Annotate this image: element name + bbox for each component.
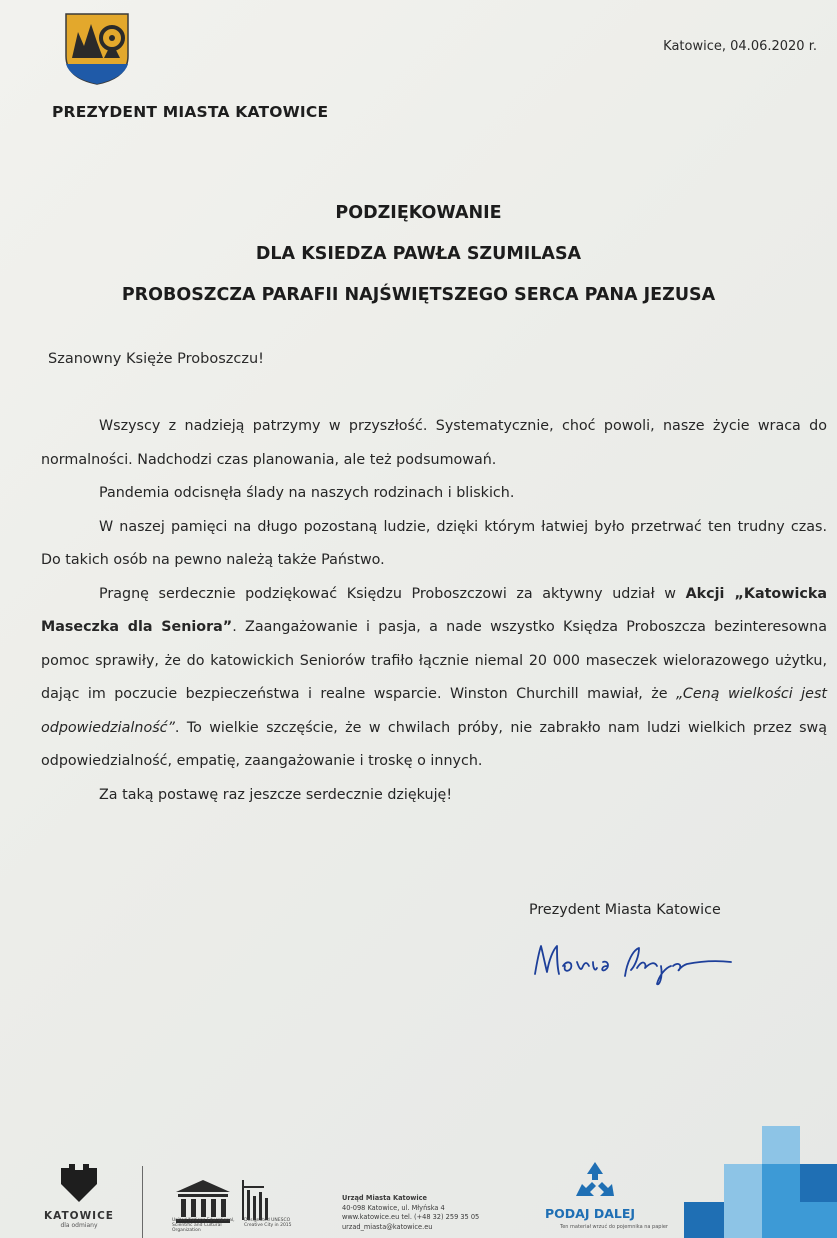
city-heart-icon [57, 1162, 101, 1204]
paragraph-4-end: . To wielkie szczęście, że w chwilach próby, nie zabrakło nam ludzi wielkich przez swą odpowiedzialność, empatię, zaangażowanie i troskę o innych. [41, 719, 827, 769]
paragraph-4 [41, 578, 827, 779]
office-contact: www.katowice.eu tel. (+48 32) 259 35 05 [342, 1213, 480, 1221]
office-email: urzad_miasta@katowice.eu [342, 1222, 433, 1231]
paragraph-1: Wszyscy z nadzieją patrzymy w przyszłość. Systematycznie, choć powoli, nasze życie wraca do normalności. Nadchodzi czas planowania, ale też podsumowań. [41, 418, 827, 468]
title-line-3: PROBOSZCZA PARAFII NAJŚWIĘTSZEGO SERCA PANA JEZUSA [121, 285, 716, 305]
paragraph-5: Za taką postawę raz jeszcze serdecznie dziękuję! [99, 786, 453, 803]
paragraph-4-middle: . Zaangażowanie i pasja, a nade wszystko Księdza Proboszcza bezinteresowna pomoc sprawiły, że do katowickich Seniorów trafiło łącznie niemal 20 000 maseczek wielorazowego użytku, dając im poczucie bezpieczeństwa i realne wsparcie. Winston Churchill mawiał, że [41, 619, 827, 702]
city-crest-icon [64, 12, 130, 86]
recycle-icon [572, 1160, 618, 1204]
title-line-1: PODZIĘKOWANIE [335, 203, 502, 223]
city-logo-label: KATOWICE [44, 1210, 114, 1222]
paragraph-3: W naszej pamięci na długo pozostaną ludzie, dzięki którym łatwiej było przetrwać ten trudny czas. Do takich osób na pewno należą także Państwo. [41, 518, 827, 568]
decorative-squares-icon [684, 1124, 837, 1238]
paragraph-2: Pandemia odcisnęła ślady na naszych rodzinach i bliskich. [99, 485, 515, 501]
handwritten-signature-icon [527, 932, 737, 992]
title-line-2: DLA KSIEDZA PAWŁA SZUMILASA [255, 244, 582, 264]
office-name: Urząd Miasta Katowice [342, 1194, 427, 1202]
letter-date: Katowice, 04.06.2020 r. [663, 39, 817, 54]
unesco-caption: United Nations Educational, Scientific and Cultural Organization [172, 1218, 235, 1233]
salutation: Szanowny Księże Proboszczu! [48, 351, 264, 367]
music-city-caption: Designated UNESCO Creative City in 2015 [244, 1218, 292, 1228]
letter-title [0, 193, 837, 316]
paragraph-4-start: Pragnę serdecznie podziękować Księdzu Proboszczowi za aktywny udział w [99, 585, 686, 602]
issuer-name: PREZYDENT MIASTA KATOWICE [52, 103, 329, 121]
office-street: 40-098 Katowice, ul. Młyńska 4 [342, 1203, 445, 1212]
city-logo-subtitle: dla odmiany [60, 1222, 98, 1229]
signatory-title: Prezydent Miasta Katowice [529, 902, 721, 918]
churchill-quote: „Ceną wielkości jest odpowiedzialność” [41, 686, 827, 736]
podaj-dalej-label: PODAJ DALEJ [545, 1206, 636, 1221]
letter-body [41, 410, 827, 812]
campaign-name: Akcji „Katowicka Maseczka dla Seniora” [41, 585, 827, 635]
podaj-dalej-caption: Ten materiał wrzuć do pojemnika na papier [560, 1224, 668, 1230]
footer-divider [142, 1166, 143, 1238]
office-address [342, 1194, 479, 1232]
city-logo [44, 1162, 114, 1238]
